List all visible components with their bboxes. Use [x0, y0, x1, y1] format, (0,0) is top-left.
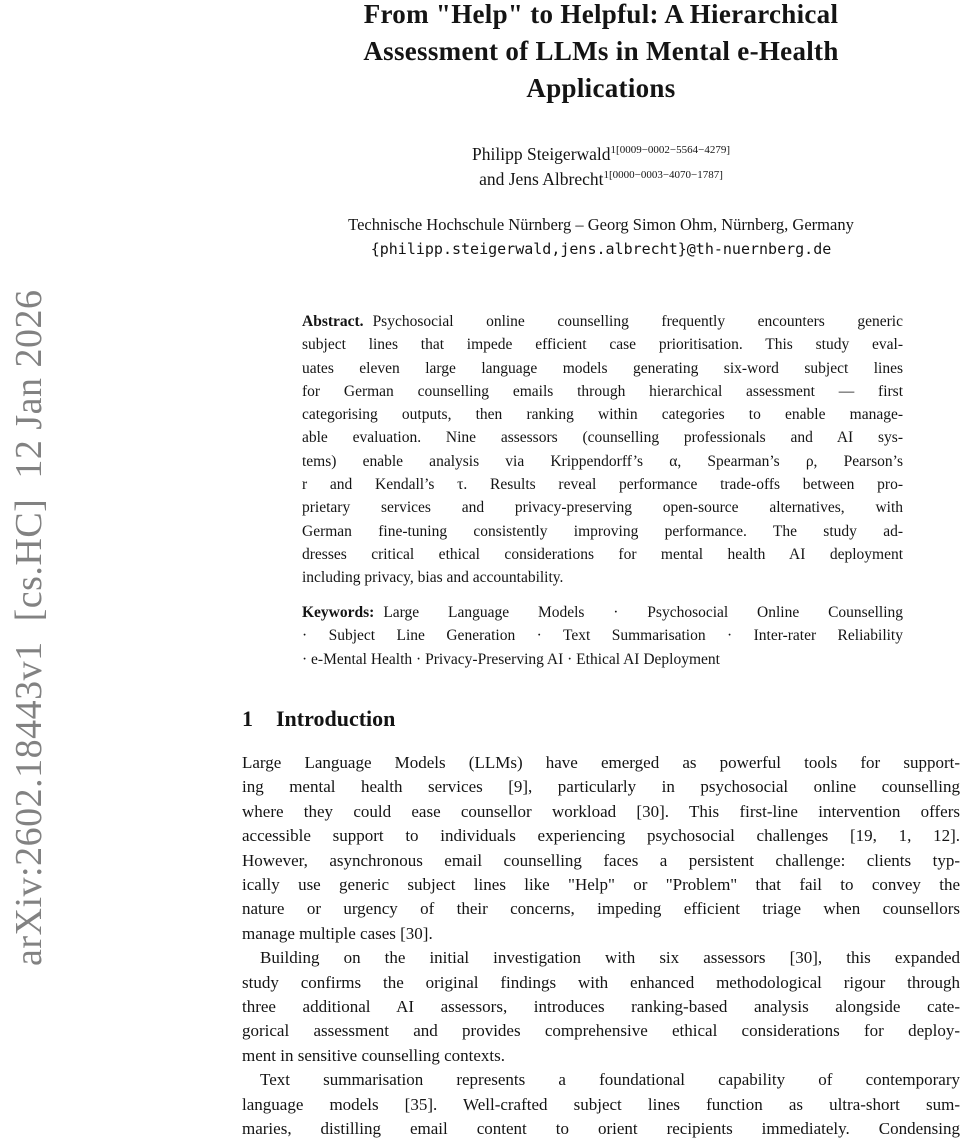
abstract-text	[302, 333, 903, 589]
abstract-first-line	[302, 310, 903, 333]
text-line: Assessment of LLMs in Mental e-Health	[363, 36, 839, 66]
keywords-label: Keywords:	[302, 604, 375, 621]
text-line: German fine-tuning consistently improving performance. The study ad-	[302, 522, 903, 540]
text-line: prietary services and privacy-preserving open-source alternatives, with	[302, 499, 903, 517]
author-line-2	[242, 167, 960, 192]
keywords-text	[302, 624, 903, 671]
text-line: language models [35]. Well-crafted subject lines function as ultra-short sum-	[242, 1094, 960, 1114]
text-line: maries, distilling email content to orient recipients immediately. Condensing	[242, 1119, 960, 1139]
text-line: tems) enable analysis via Krippendorff’s α, Spearman’s ρ, Pearson’s	[302, 452, 903, 470]
email-address: {philipp.steigerwald,jens.albrecht}@th-nuernberg.de	[370, 240, 832, 258]
text-line: ment in sensitive counselling contexts.	[242, 1045, 505, 1065]
text-line: study confirms the original findings with enhanced methodological rigour through	[242, 972, 960, 992]
text-line: where they could ease counsellor workload [30]. This first-line intervention offers	[242, 801, 960, 821]
paragraph-1	[242, 751, 960, 946]
orcid-superscript-1: 1[0009−0002−5564−4279]	[610, 144, 730, 157]
text-line: gorical assessment and provides comprehensive ethical considerations for deploy-	[242, 1021, 960, 1041]
text-line: categorising outputs, then ranking within categories to enable manage-	[302, 406, 903, 424]
text-line: Applications	[526, 73, 676, 103]
text-line: · e-Mental Health · Privacy-Preserving AI · Ethical AI Deployment	[302, 650, 720, 668]
text-line: accessible support to individuals experiencing psychosocial challenges [19, 1, 12].	[242, 826, 960, 846]
orcid-superscript-2: 1[0000−0003−4070−1787]	[603, 169, 723, 182]
introduction-body	[242, 751, 960, 1142]
abstract-first-line-text: Psychosocial online counselling frequently encounters generic	[372, 313, 903, 330]
text-column	[242, 0, 960, 1145]
text-line: three additional AI assessors, introduces ranking-based analysis alongside cate-	[242, 997, 960, 1017]
keywords-first-line-text: Large Language Models · Psychosocial Online Counselling	[383, 604, 903, 621]
abstract-label: Abstract.	[302, 313, 364, 330]
paragraph-3	[242, 1068, 960, 1141]
text-line: uates eleven large language models generating six-word subject lines	[302, 359, 903, 377]
section-title: Introduction	[276, 706, 396, 731]
text-line: ically use generic subject lines like "Help" or "Problem" that fail to convey the	[242, 875, 960, 895]
paper-title	[242, 0, 960, 107]
text-line: r and Kendall’s τ. Results reveal performance trade-offs between pro-	[302, 476, 903, 494]
abstract-block	[302, 310, 903, 590]
section-heading	[242, 704, 960, 734]
keywords-first-line	[302, 601, 903, 624]
text-line: nature or urgency of their concerns, impeding efficient triage when counsellors	[242, 899, 960, 919]
authors-block	[242, 142, 960, 192]
author-name-1: Philipp Steigerwald	[472, 144, 611, 164]
text-line: Text summarisation represents a foundational capability of contemporary	[260, 1070, 960, 1090]
text-line: From "Help" to Helpful: A Hierarchical	[363, 0, 839, 29]
section-number: 1	[242, 706, 253, 731]
affiliation: Technische Hochschule Nürnberg – Georg Simon Ohm, Nürnberg, Germany	[348, 215, 854, 234]
text-line: subject lines that impede efficient case prioritisation. This study eval-	[302, 336, 903, 354]
paragraph-2	[242, 946, 960, 1068]
text-line: for German counselling emails through hierarchical assessment — first	[302, 382, 903, 400]
text-line: dresses critical ethical considerations for mental health AI deployment	[302, 545, 903, 563]
text-line: manage multiple cases [30].	[242, 923, 433, 943]
arxiv-watermark: arXiv:2602.18443v1 [cs.HC] 12 Jan 2026	[8, 289, 50, 966]
text-line: However, asynchronous email counselling faces a persistent challenge: clients typ-	[242, 850, 960, 870]
text-line: · Subject Line Generation · Text Summarisation · Inter-rater Reliability	[302, 627, 903, 645]
text-line: Building on the initial investigation with six assessors [30], this expanded	[260, 948, 960, 968]
text-line: able evaluation. Nine assessors (counselling professionals and AI sys-	[302, 429, 903, 447]
text-line: including privacy, bias and accountability.	[302, 569, 564, 587]
text-line: ing mental health services [9], particularly in psychosocial online counselling	[242, 777, 960, 797]
text-line: Large Language Models (LLMs) have emerged as powerful tools for support-	[242, 753, 960, 772]
author-name-2: and Jens Albrecht	[479, 169, 604, 189]
keywords-block	[302, 601, 903, 671]
author-line-1	[242, 142, 960, 167]
